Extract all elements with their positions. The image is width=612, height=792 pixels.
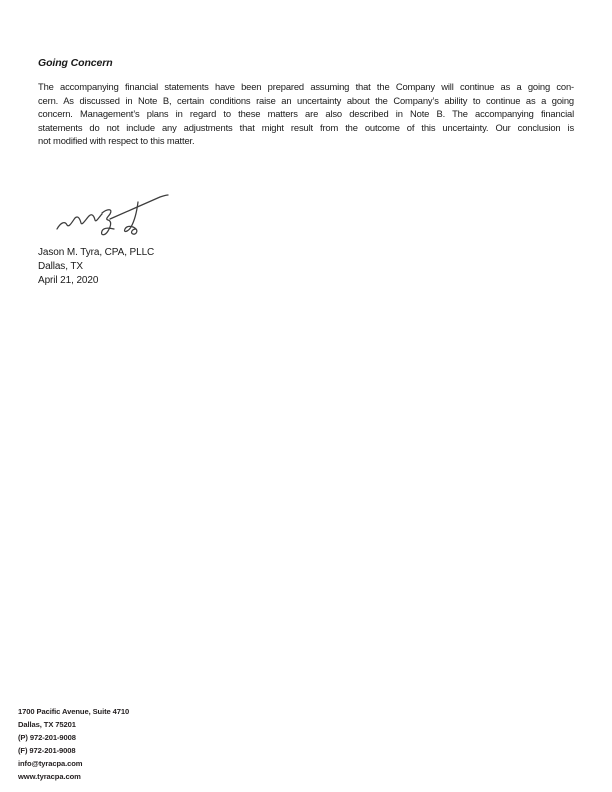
- footer-fax: (F) 972-201-9008: [18, 745, 76, 755]
- signature-date: April 21, 2020: [38, 275, 99, 287]
- paragraph-line: The accompanying financial statements have been prepared assuming that the Company will continue as a going con-: [38, 81, 574, 92]
- going-concern-paragraph: [38, 80, 574, 148]
- footer-contact-block: [18, 706, 129, 783]
- section-heading: Going Concern: [38, 57, 113, 69]
- footer-website: www.tyracpa.com: [18, 771, 81, 781]
- signer-location: Dallas, TX: [38, 261, 83, 273]
- signer-name: Jason M. Tyra, CPA, PLLC: [38, 247, 155, 258]
- signer-block: [38, 246, 154, 289]
- footer-address-line1: 1700 Pacific Avenue, Suite 4710: [18, 707, 130, 716]
- footer-address-line2: Dallas, TX 75201: [18, 719, 76, 729]
- paragraph-line: statements do not include any adjustments that might result from the outcome of this uncertainty. Our conclusion is: [38, 121, 574, 133]
- footer-phone: (P) 972-201-9008: [18, 732, 76, 742]
- footer-email: info@tyracpa.com: [18, 758, 83, 768]
- handwritten-signature-icon: [48, 188, 174, 240]
- paragraph-line: cern. As discussed in Note B, certain conditions raise an uncertainty about the Company’s ability to continue as a going: [38, 94, 574, 106]
- paragraph-line: not modified with respect to this matter.: [38, 135, 195, 147]
- paragraph-line: concern. Management’s plans in regard to these matters are also described in Note B. The accompanying financial: [38, 108, 574, 120]
